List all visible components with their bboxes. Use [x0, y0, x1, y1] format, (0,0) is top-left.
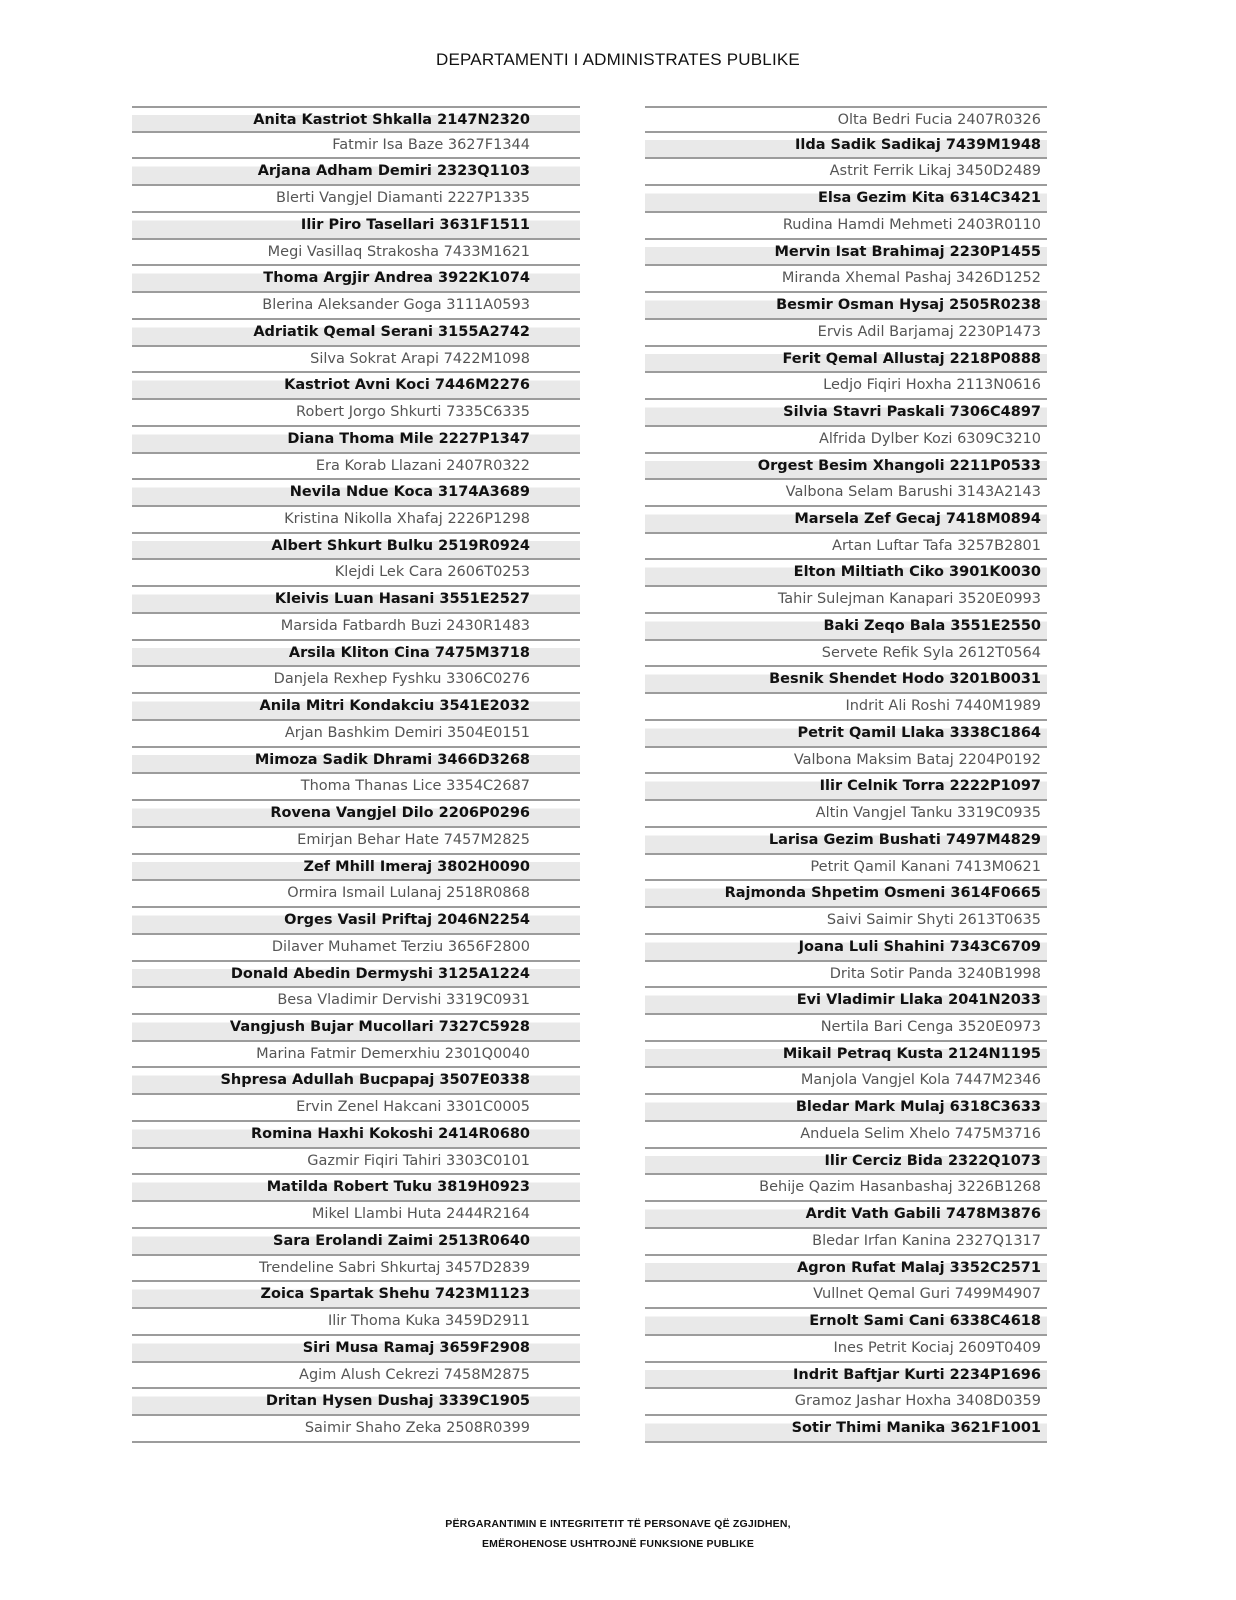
list-item: Fatmir Isa Baze 3627F1344 [132, 133, 580, 160]
list-item: Arsila Kliton Cina 7475M3718 [132, 641, 580, 668]
page-footer [0, 1514, 1236, 1554]
list-item: Donald Abedin Dermyshi 3125A1224 [132, 962, 580, 989]
list-item: Ilir Celnik Torra 2222P1097 [645, 774, 1047, 801]
list-item: Romina Haxhi Kokoshi 2414R0680 [132, 1122, 580, 1149]
list-item: Sara Erolandi Zaimi 2513R0640 [132, 1229, 580, 1256]
list-item: Marina Fatmir Demerxhiu 2301Q0040 [132, 1042, 580, 1069]
list-item: Siri Musa Ramaj 3659F2908 [132, 1336, 580, 1363]
footer-line-2: EMËROHENOSE USHTROJNË FUNKSIONE PUBLIKE [481, 1538, 755, 1550]
list-item: Zef Mhill Imeraj 3802H0090 [132, 855, 580, 882]
list-item: Servete Refik Syla 2612T0564 [645, 641, 1047, 668]
list-item: Petrit Qamil Llaka 3338C1864 [645, 721, 1047, 748]
list-item: Artan Luftar Tafa 3257B2801 [645, 534, 1047, 561]
footer-line-1: PËRGARANTIMIN E INTEGRITETIT TË PERSONAVE QË ZGJIDHEN, [445, 1518, 791, 1530]
list-item: Olta Bedri Fucia 2407R0326 [645, 106, 1047, 133]
list-item: Mikail Petraq Kusta 2124N1195 [645, 1042, 1047, 1069]
list-item: Ervin Zenel Hakcani 3301C0005 [132, 1095, 580, 1122]
list-item: Dritan Hysen Dushaj 3339C1905 [132, 1389, 580, 1416]
list-item: Bledar Irfan Kanina 2327Q1317 [645, 1229, 1047, 1256]
list-item: Klejdi Lek Cara 2606T0253 [132, 560, 580, 587]
list-item: Besmir Osman Hysaj 2505R0238 [645, 293, 1047, 320]
list-item: Evi Vladimir Llaka 2041N2033 [645, 988, 1047, 1015]
list-item: Arjana Adham Demiri 2323Q1103 [132, 159, 580, 186]
list-item: Agim Alush Cekrezi 7458M2875 [132, 1363, 580, 1390]
list-item: Mikel Llambi Huta 2444R2164 [132, 1202, 580, 1229]
list-item: Thoma Argjir Andrea 3922K1074 [132, 266, 580, 293]
list-item: Rajmonda Shpetim Osmeni 3614F0665 [645, 881, 1047, 908]
list-item: Ines Petrit Kociaj 2609T0409 [645, 1336, 1047, 1363]
list-item: Drita Sotir Panda 3240B1998 [645, 962, 1047, 989]
list-item: Joana Luli Shahini 7343C6709 [645, 935, 1047, 962]
list-item: Mimoza Sadik Dhrami 3466D3268 [132, 748, 580, 775]
list-item: Ilda Sadik Sadikaj 7439M1948 [645, 133, 1047, 160]
list-item: Ilir Cerciz Bida 2322Q1073 [645, 1149, 1047, 1176]
list-item: Ardit Vath Gabili 7478M3876 [645, 1202, 1047, 1229]
list-item: Bledar Mark Mulaj 6318C3633 [645, 1095, 1047, 1122]
list-item: Ormira Ismail Lulanaj 2518R0868 [132, 881, 580, 908]
list-item: Elton Miltiath Ciko 3901K0030 [645, 560, 1047, 587]
list-item: Valbona Selam Barushi 3143A2143 [645, 480, 1047, 507]
list-item: Besa Vladimir Dervishi 3319C0931 [132, 988, 580, 1015]
list-item: Silva Sokrat Arapi 7422M1098 [132, 347, 580, 374]
list-item: Sotir Thimi Manika 3621F1001 [645, 1416, 1047, 1443]
list-item: Gramoz Jashar Hoxha 3408D0359 [645, 1389, 1047, 1416]
list-item: Adriatik Qemal Serani 3155A2742 [132, 320, 580, 347]
list-item: Megi Vasillaq Strakosha 7433M1621 [132, 240, 580, 267]
list-item: Saivi Saimir Shyti 2613T0635 [645, 908, 1047, 935]
list-item: Gazmir Fiqiri Tahiri 3303C0101 [132, 1149, 580, 1176]
list-item: Orges Vasil Priftaj 2046N2254 [132, 908, 580, 935]
list-item: Nertila Bari Cenga 3520E0973 [645, 1015, 1047, 1042]
list-item: Kleivis Luan Hasani 3551E2527 [132, 587, 580, 614]
list-item: Rovena Vangjel Dilo 2206P0296 [132, 801, 580, 828]
list-item: Kastriot Avni Koci 7446M2276 [132, 373, 580, 400]
list-item: Besnik Shendet Hodo 3201B0031 [645, 667, 1047, 694]
list-item: Trendeline Sabri Shkurtaj 3457D2839 [132, 1256, 580, 1283]
list-item: Indrit Baftjar Kurti 2234P1696 [645, 1363, 1047, 1390]
list-item: Era Korab Llazani 2407R0322 [132, 454, 580, 481]
list-item: Petrit Qamil Kanani 7413M0621 [645, 855, 1047, 882]
list-item: Marsela Zef Gecaj 7418M0894 [645, 507, 1047, 534]
list-item: Marsida Fatbardh Buzi 2430R1483 [132, 614, 580, 641]
list-item: Silvia Stavri Paskali 7306C4897 [645, 400, 1047, 427]
list-item: Ernolt Sami Cani 6338C4618 [645, 1309, 1047, 1336]
list-item: Matilda Robert Tuku 3819H0923 [132, 1175, 580, 1202]
list-item: Mervin Isat Brahimaj 2230P1455 [645, 240, 1047, 267]
list-item: Danjela Rexhep Fyshku 3306C0276 [132, 667, 580, 694]
list-item: Elsa Gezim Kita 6314C3421 [645, 186, 1047, 213]
page-title: DEPARTAMENTI I ADMINISTRATES PUBLIKE [436, 50, 800, 69]
list-item: Anita Kastriot Shkalla 2147N2320 [132, 106, 580, 133]
list-item: Thoma Thanas Lice 3354C2687 [132, 774, 580, 801]
list-item: Ledjo Fiqiri Hoxha 2113N0616 [645, 373, 1047, 400]
list-item: Larisa Gezim Bushati 7497M4829 [645, 828, 1047, 855]
list-item: Altin Vangjel Tanku 3319C0935 [645, 801, 1047, 828]
list-item: Tahir Sulejman Kanapari 3520E0993 [645, 587, 1047, 614]
list-item: Anduela Selim Xhelo 7475M3716 [645, 1122, 1047, 1149]
list-item: Vangjush Bujar Mucollari 7327C5928 [132, 1015, 580, 1042]
right-name-list [645, 106, 1047, 1443]
list-item: Orgest Besim Xhangoli 2211P0533 [645, 454, 1047, 481]
list-item: Blerina Aleksander Goga 3111A0593 [132, 293, 580, 320]
list-item: Ilir Thoma Kuka 3459D2911 [132, 1309, 580, 1336]
list-item: Nevila Ndue Koca 3174A3689 [132, 480, 580, 507]
list-item: Ervis Adil Barjamaj 2230P1473 [645, 320, 1047, 347]
list-item: Valbona Maksim Bataj 2204P0192 [645, 748, 1047, 775]
list-item: Shpresa Adullah Bucpapaj 3507E0338 [132, 1068, 580, 1095]
list-item: Robert Jorgo Shkurti 7335C6335 [132, 400, 580, 427]
list-item: Miranda Xhemal Pashaj 3426D1252 [645, 266, 1047, 293]
list-item: Saimir Shaho Zeka 2508R0399 [132, 1416, 580, 1443]
list-item: Kristina Nikolla Xhafaj 2226P1298 [132, 507, 580, 534]
list-item: Indrit Ali Roshi 7440M1989 [645, 694, 1047, 721]
list-item: Rudina Hamdi Mehmeti 2403R0110 [645, 213, 1047, 240]
list-item: Albert Shkurt Bulku 2519R0924 [132, 534, 580, 561]
list-item: Behije Qazim Hasanbashaj 3226B1268 [645, 1175, 1047, 1202]
list-item: Diana Thoma Mile 2227P1347 [132, 427, 580, 454]
list-item: Astrit Ferrik Likaj 3450D2489 [645, 159, 1047, 186]
list-item: Agron Rufat Malaj 3352C2571 [645, 1256, 1047, 1283]
list-item: Arjan Bashkim Demiri 3504E0151 [132, 721, 580, 748]
list-item: Zoica Spartak Shehu 7423M1123 [132, 1282, 580, 1309]
list-item: Ilir Piro Tasellari 3631F1511 [132, 213, 580, 240]
list-item: Anila Mitri Kondakciu 3541E2032 [132, 694, 580, 721]
left-name-list [132, 106, 580, 1443]
list-item: Baki Zeqo Bala 3551E2550 [645, 614, 1047, 641]
list-item: Vullnet Qemal Guri 7499M4907 [645, 1282, 1047, 1309]
list-item: Manjola Vangjel Kola 7447M2346 [645, 1068, 1047, 1095]
list-item: Emirjan Behar Hate 7457M2825 [132, 828, 580, 855]
list-item: Ferit Qemal Allustaj 2218P0888 [645, 347, 1047, 374]
list-item: Alfrida Dylber Kozi 6309C3210 [645, 427, 1047, 454]
list-item: Blerti Vangjel Diamanti 2227P1335 [132, 186, 580, 213]
list-item: Dilaver Muhamet Terziu 3656F2800 [132, 935, 580, 962]
